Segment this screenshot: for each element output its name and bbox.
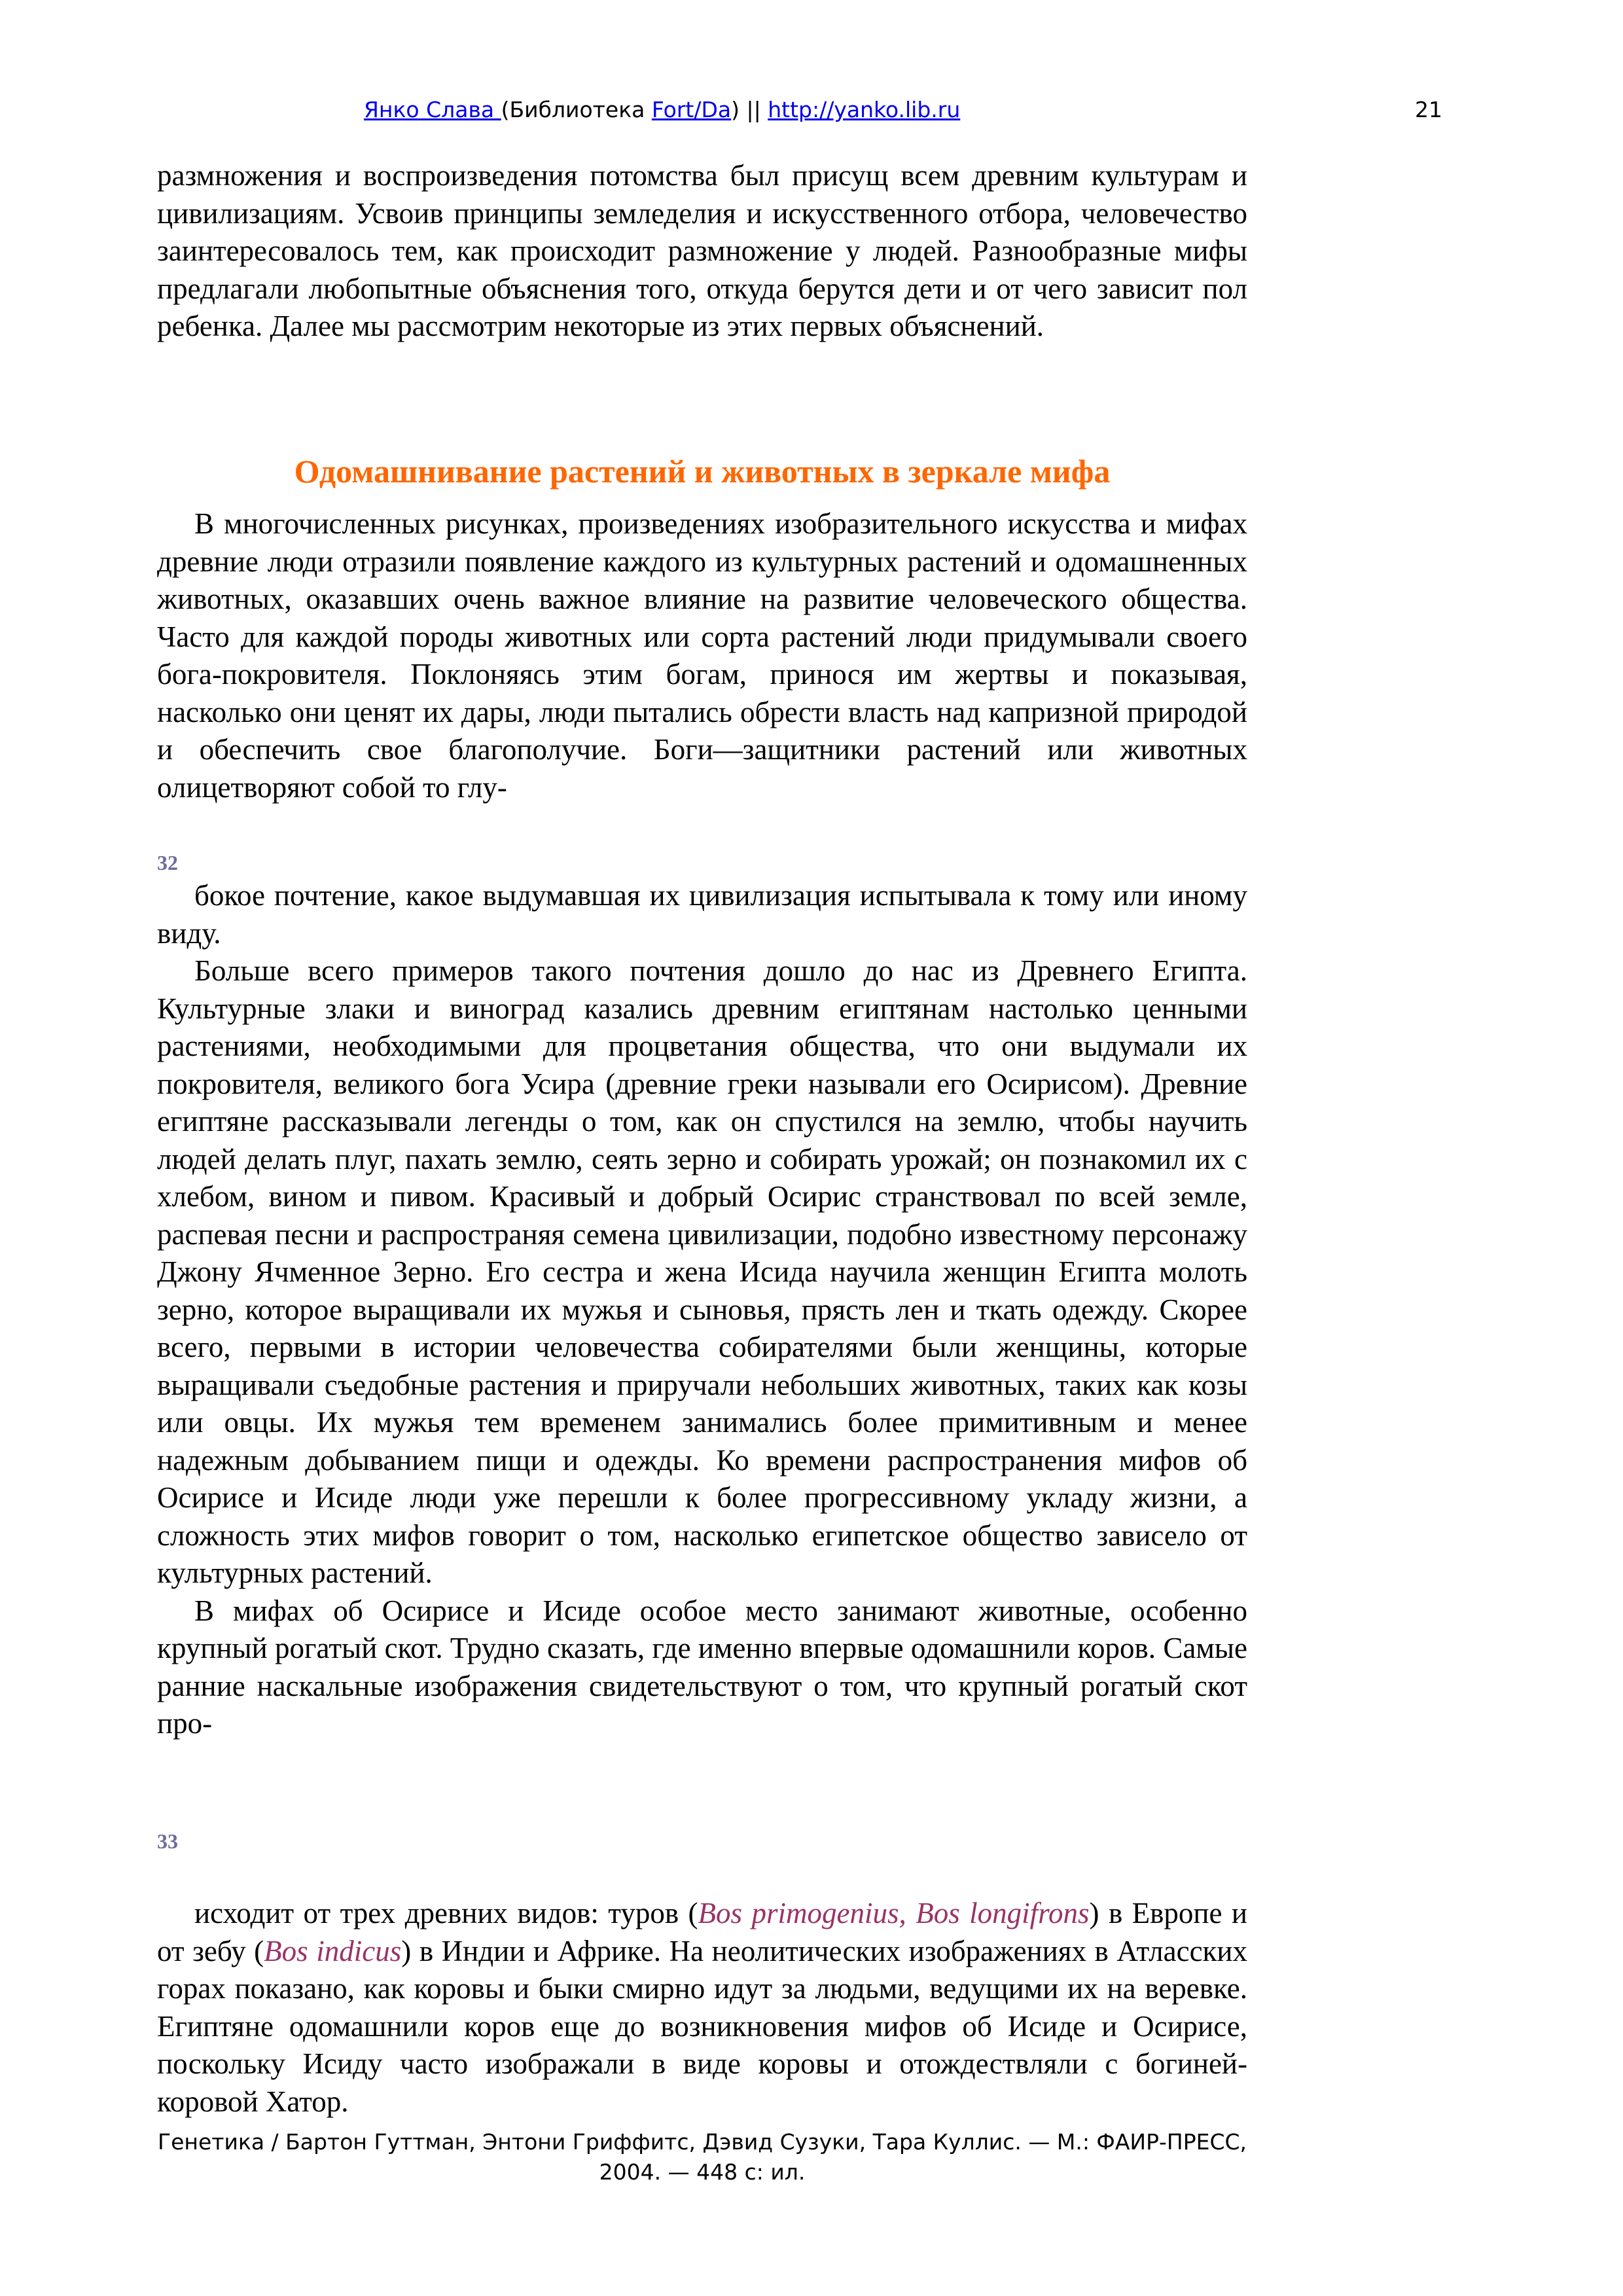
paragraph-3: В мифах об Осирисе и Исиде особое место занимают животные, особенно крупный рогатый скот. Трудно сказать, где именно впервые одомашнили коров. Самые ранние наскальные изображения свидетельствуют о том, что крупный рогатый скот про- <box>157 1594 1247 1740</box>
library-prefix: (Библиотека <box>501 97 652 122</box>
header-line <box>364 97 960 122</box>
paragraph-2: Больше всего примеров такого почтения дошло до нас из Древнего Египта. Культурные злаки и виноград казались древним египтянам настолько ценными растениями, необходимыми для процветания общества, что они выдумали их покровителя, великого бога Усира (древние греки называли его Осирисом). Древние египтяне рассказывали легенды о том, как он спустился на землю, чтобы научить людей делать плуг, пахать землю, сеять зерно и собирать урожай; он познакомил их с хлебом, вином и пивом. Красивый и добрый Осирис странствовал по всей земле, распевая песни и распространяя семена цивилизации, подобно известному персонажу Джону Ячменное Зерно. Его сестра и жена Исида научила женщин Египта молоть зерно, которое выращивали их мужья и сыновья, прясть лен и ткать одежду. Скорее всего, первыми в истории человечества собирателями были женщины, которые выращивали съедобные растения и приручали небольших животных, таких как козы или овцы. Их мужья тем временем занимались более примитивным и менее надежным добыванием пищи и одежды. Ко времени распространения мифов об Осирисе и Исиде люди уже перешли к более прогрессивному укладу жизни, а сложность этих мифов говорит о том, насколько египетское общество зависело от культурных растений. <box>157 954 1247 1589</box>
page-header <box>0 97 1623 130</box>
intro-block <box>157 157 1247 346</box>
source-page-marker-32: 32 <box>157 851 178 874</box>
paragraph-4-part-1: исходит от трех древних видов: туров ( <box>194 1897 698 1929</box>
paragraph-1-continuation: бокое почтение, какое выдумавшая их цивилизация испытывала к тому или иному виду. <box>157 879 1247 950</box>
page-number: 21 <box>1415 97 1442 122</box>
section-title: Одомашнивание растений и животных в зеркале мифа <box>294 453 1111 490</box>
latin-name-aurochs: Bos primogenius, Bos longifrons <box>698 1897 1090 1929</box>
author-link[interactable]: Янко Слава <box>364 97 501 122</box>
body-block-3 <box>157 1895 1247 2121</box>
source-page-marker-33: 33 <box>157 1829 178 1853</box>
paragraph-1: В многочисленных рисунках, произведениях изобразительного искусства и мифах древние люди отразили появление каждого из культурных растений и одомашненных животных, оказавших очень важное влияние на развитие человеческого общества. Часто для каждой породы животных или сорта растений люди придумывали своего бога-покровителя. Поклоняясь этим богам, принося им жертвы и показывая, насколько они ценят их дары, люди пытались обрести власть над капризной природой и обеспечить свое благополучие. Боги—защитники растений или животных олицетворяют собой то глу- <box>157 507 1247 804</box>
paragraph-4 <box>157 1895 1247 2121</box>
body-block-1 <box>157 505 1247 806</box>
latin-name-zebu: Bos indicus <box>264 1934 402 1967</box>
intro-paragraph: размножения и воспроизведения потомства был присущ всем древним культурам и цивилизациям. Усвоив принципы земледелия и искусственного отбора, человечество заинтересовалось тем, как происходит размножение у людей. Разнообразные мифы предлагали любопытные объяснения того, откуда берутся дети и от чего зависит пол ребенка. Далее мы рассмотрим некоторые из этих первых объяснений. <box>157 159 1247 342</box>
site-link[interactable]: http://yanko.lib.ru <box>768 97 961 122</box>
body-block-2 <box>157 877 1247 1743</box>
paragraph-4-part-3: ) в Индии и Африке. На неолитических изображениях в Атласских горах показано, как коровы и быки смирно идут за людьми, ведущими их на веревке. Египтяне одомашнили коров еще до возникновения мифов об Исиде и Осирисе, поскольку Исиду часто изображали в виде коровы и отождествляли с богиней-коровой Хатор. <box>157 1934 1247 2118</box>
library-suffix: ) || <box>731 97 768 122</box>
paragraph-4-part-2: ) в Европе и от зебу ( <box>157 1897 1247 1967</box>
library-link[interactable]: Fort/Da <box>651 97 732 122</box>
citation-footer: Генетика / Бартон Гуттман, Энтони Гриффитс, Дэвид Сузуки, Тара Куллис. — М.: ФАИР-ПРЕСС, 2004. — 448 с: ил. <box>157 2129 1247 2185</box>
